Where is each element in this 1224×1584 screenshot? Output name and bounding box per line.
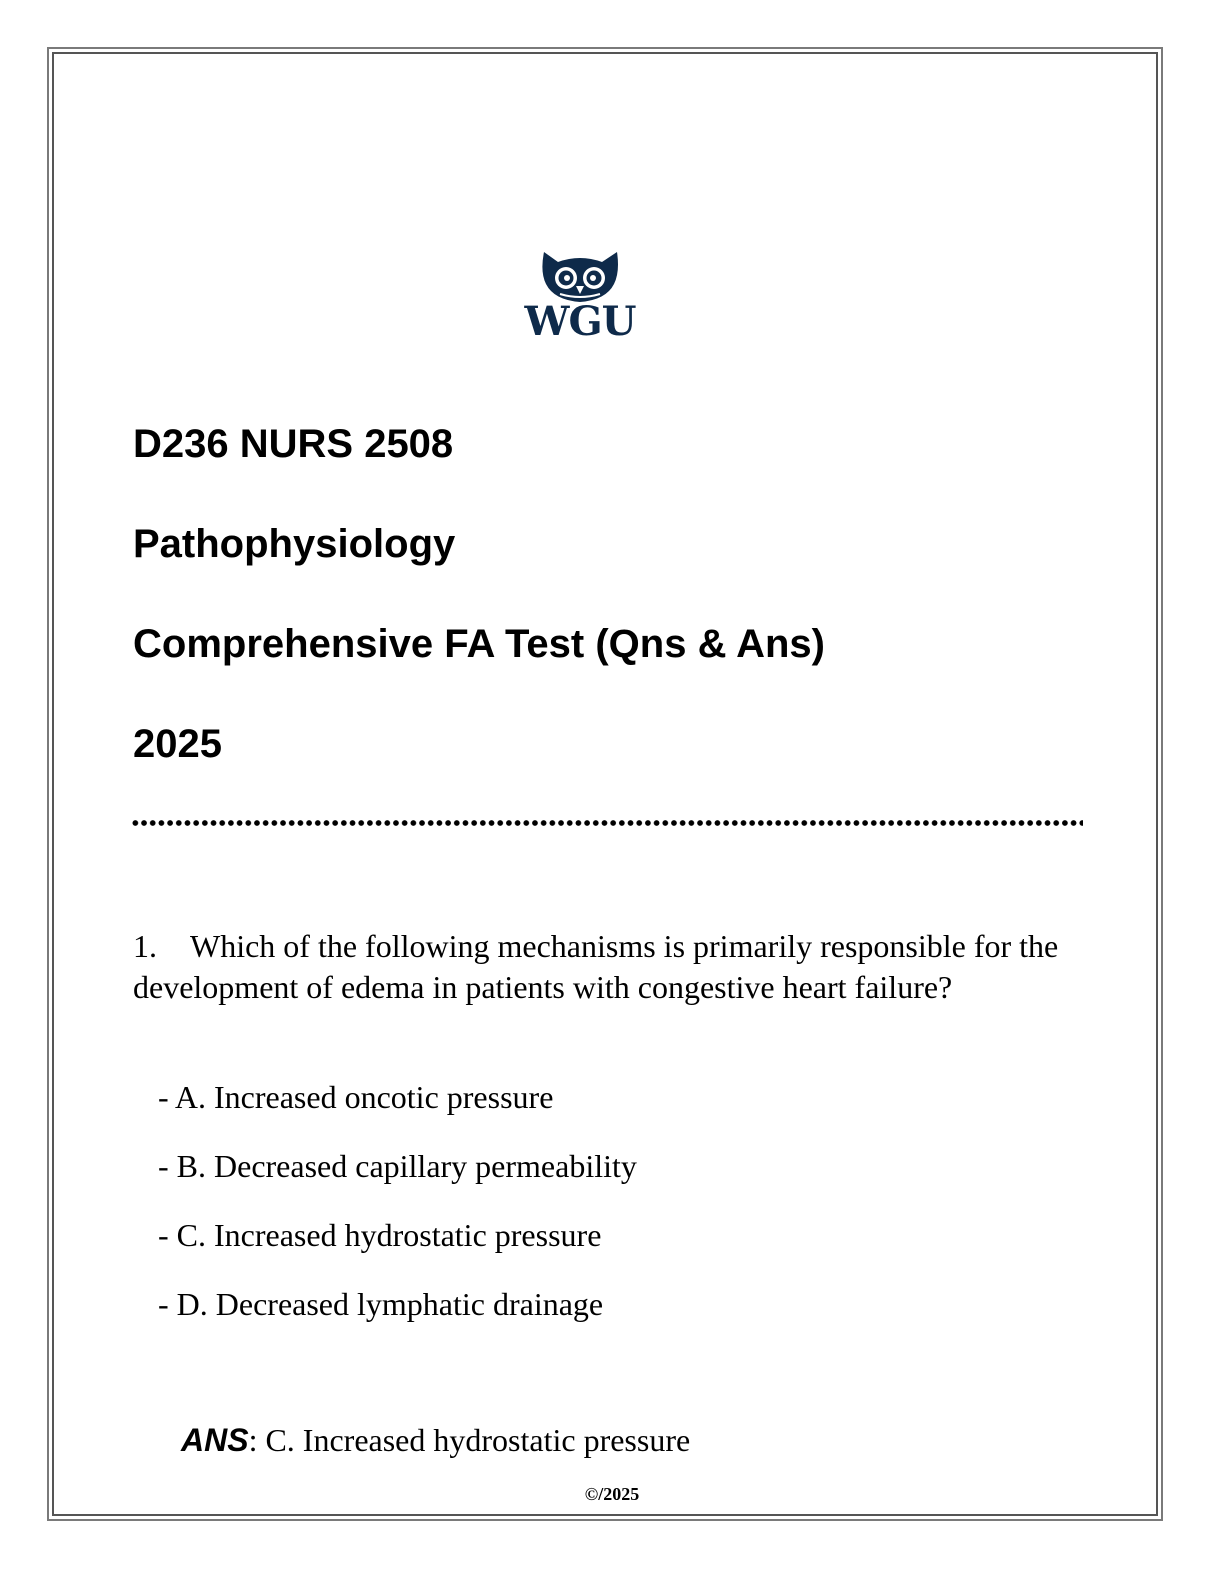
subject-heading: Pathophysiology <box>133 522 456 566</box>
option-d: - D. Decreased lymphatic drainage <box>158 1286 604 1322</box>
answer-label: ANS <box>181 1422 249 1458</box>
question-body: Which of the following mechanisms is primarily responsible for the development of edema in patients with congestive heart failure? <box>133 928 1059 1005</box>
year-heading: 2025 <box>133 722 222 766</box>
option-a: - A. Increased oncotic pressure <box>158 1079 554 1115</box>
answer-text: : C. Increased hydrostatic pressure <box>248 1422 691 1458</box>
question-text <box>133 926 1073 1008</box>
copyright-footer: ©/2025 <box>584 1484 640 1504</box>
wgu-logo-text: WGU <box>524 298 636 345</box>
question-number: 1. <box>133 928 157 964</box>
option-b: - B. Decreased capillary permeability <box>158 1148 637 1184</box>
answer-line <box>181 1420 690 1460</box>
owl-icon <box>520 248 640 304</box>
dotted-separator <box>131 818 1083 828</box>
option-c: - C. Increased hydrostatic pressure <box>158 1217 602 1253</box>
test-title-heading: Comprehensive FA Test (Qns & Ans) <box>133 622 825 666</box>
wgu-logo <box>520 248 640 348</box>
course-code-heading: D236 NURS 2508 <box>133 422 454 466</box>
